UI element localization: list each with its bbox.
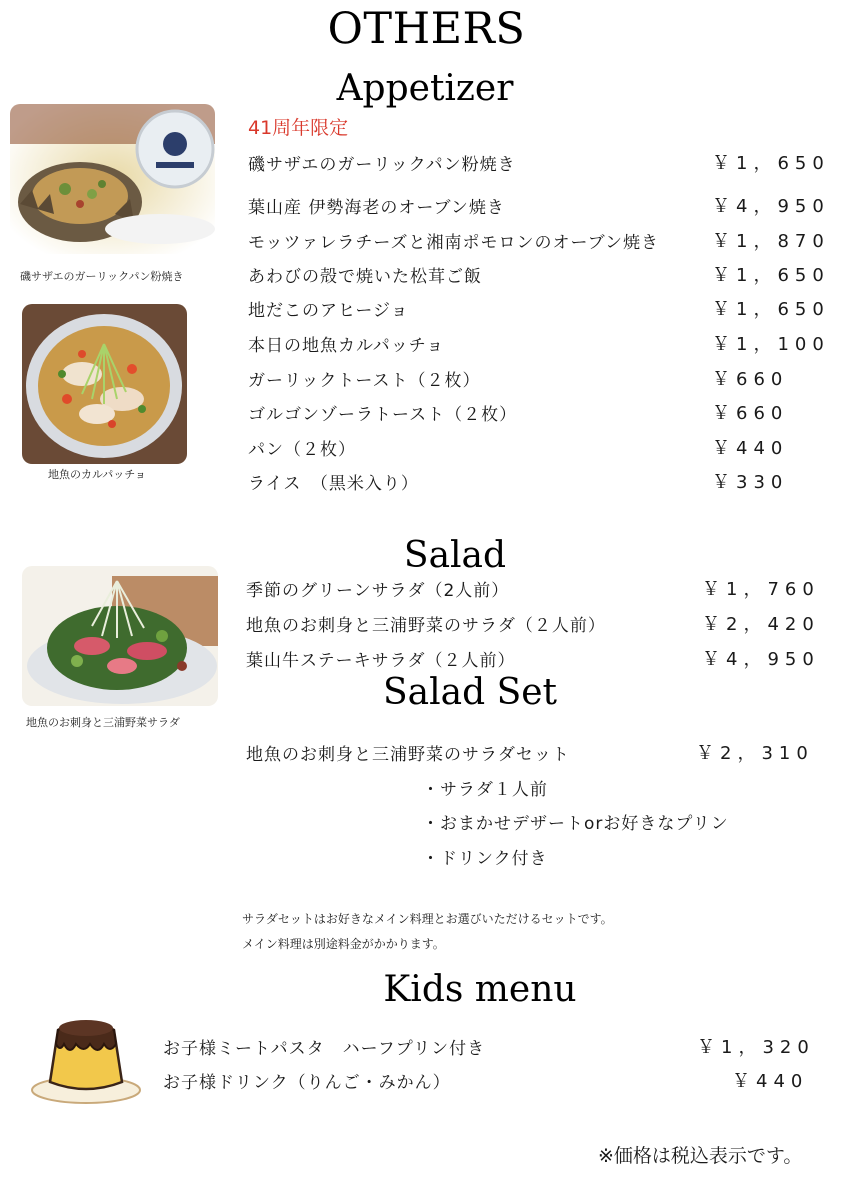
limited-label: 41周年限定 (248, 117, 349, 139)
salad-heading: Salad (403, 535, 507, 576)
page-title: OTHERS (327, 4, 526, 54)
salad-set-note: サラダセットはお好きなメイン料理とお選びいただけるセットです。 (242, 912, 613, 926)
appetizer-heading: Appetizer (336, 68, 514, 109)
pudding-icon (30, 1010, 142, 1105)
appetizer-item-price: ￥1，650 (712, 265, 830, 286)
salad-item-name: 季節のグリーンサラダ（2人前） (246, 581, 510, 601)
appetizer-item-name: 葉山産 伊勢海老のオーブン焼き (248, 198, 505, 218)
appetizer-item-price: ￥660 (712, 403, 789, 424)
appetizer-item-price: ￥440 (712, 438, 789, 459)
appetizer-item-name: 本日の地魚カルパッチョ (248, 336, 445, 356)
appetizer-item-name: ライス （黒米入り） (248, 474, 419, 494)
carpaccio-photo-caption: 地魚のカルパッチョ (48, 468, 146, 481)
salad-set-item-price: ￥2，310 (696, 743, 814, 764)
tax-note: ※価格は税込表示です。 (598, 1145, 803, 1167)
appetizer-item-name: ゴルゴンゾーラトースト（２枚） (248, 405, 518, 425)
kids-item-price: ￥1，320 (697, 1037, 815, 1058)
appetizer-item-name: 磯サザエのガーリックパン粉焼き (248, 155, 516, 175)
salad-set-heading: Salad Set (382, 672, 558, 713)
appetizer-item-price: ￥1，650 (712, 299, 830, 320)
sazae-dish-photo (10, 104, 215, 254)
appetizer-item-name: パン（２枚） (248, 440, 356, 460)
appetizer-item-price: ￥4，950 (712, 196, 830, 217)
appetizer-item-price: ￥1，100 (712, 334, 830, 355)
appetizer-item-name: モッツァレラチーズと湘南ポモロンのオーブン焼き (248, 233, 659, 253)
salad-set-item-name: 地魚のお刺身と三浦野菜のサラダセット (246, 745, 570, 765)
appetizer-item-price: ￥330 (712, 472, 789, 493)
appetizer-item-name: あわびの殻で焼いた松茸ご飯 (248, 267, 482, 287)
kids-item-name: お子様ドリンク（りんご・みかん） (163, 1073, 451, 1093)
salad-item-price: ￥2，420 (702, 614, 820, 635)
appetizer-item-price: ￥1，870 (712, 231, 830, 252)
salad-set-include: ・サラダ１人前 (422, 780, 548, 800)
kids-menu-heading: Kids menu (383, 969, 577, 1010)
carpaccio-dish-photo (22, 304, 187, 464)
appetizer-item-price: ￥1，650 (712, 153, 830, 174)
appetizer-item-price: ￥660 (712, 369, 789, 390)
salad-item-name: 地魚のお刺身と三浦野菜のサラダ（２人前） (246, 616, 606, 636)
kids-item-name: お子様ミートパスタ ハーフプリン付き (163, 1039, 486, 1059)
salad-item-name: 葉山牛ステーキサラダ（２人前） (246, 651, 516, 671)
salad-item-price: ￥1，760 (702, 579, 820, 600)
sashimi-salad-photo (22, 566, 218, 706)
appetizer-item-name: 地だこのアヒージョ (248, 301, 409, 321)
salad-item-price: ￥4，950 (702, 649, 820, 670)
salad-set-note: メイン料理は別途料金がかかります。 (242, 937, 445, 951)
appetizer-item-name: ガーリックトースト（２枚） (248, 371, 481, 391)
sashimi-salad-caption: 地魚のお刺身と三浦野菜サラダ (26, 716, 180, 729)
salad-set-include: ・ドリンク付き (422, 849, 548, 869)
sazae-photo-caption: 磯サザエのガーリックパン粉焼き (20, 270, 184, 283)
salad-set-include: ・おまかせデザートorお好きなプリン (422, 814, 729, 834)
kids-item-price: ￥440 (732, 1071, 809, 1092)
